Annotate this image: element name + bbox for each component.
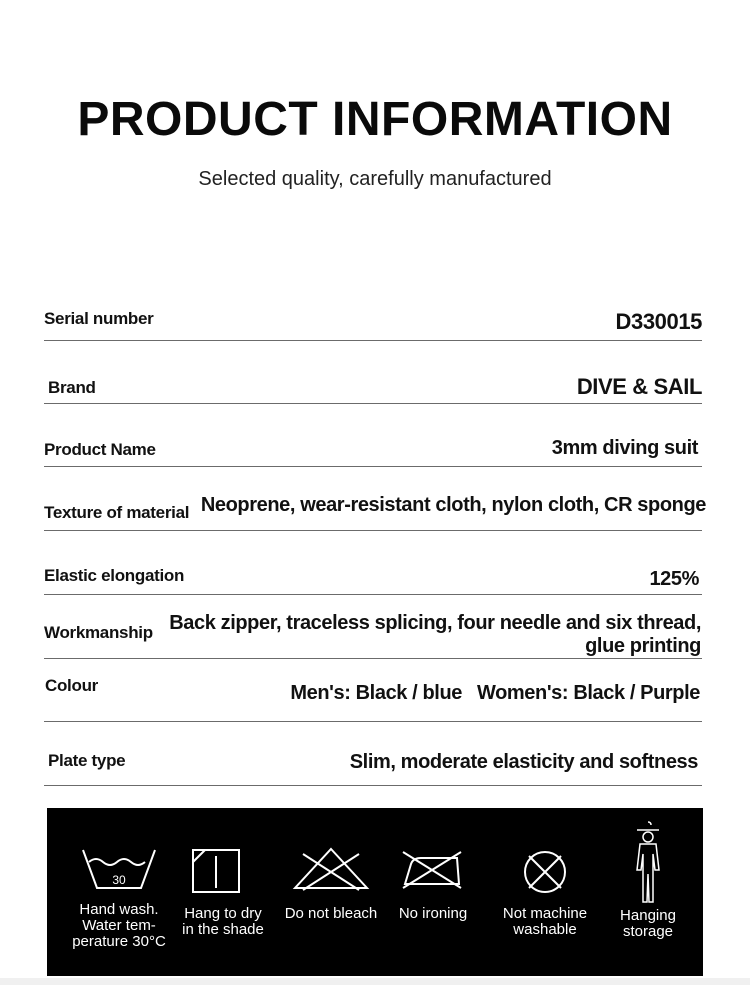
care-hand-wash — [69, 808, 169, 976]
care-no-bleach — [275, 808, 387, 976]
care-no-ironing — [387, 808, 479, 976]
no-ironing-icon — [399, 850, 465, 890]
spec-value — [169, 612, 701, 658]
caption-line: Hanging — [620, 907, 676, 924]
spec-value: D330015 — [615, 309, 702, 334]
care-instructions-panel — [47, 808, 703, 976]
spec-label: Brand — [48, 378, 96, 397]
care-caption — [275, 906, 387, 922]
care-caption — [603, 908, 693, 940]
spec-label: Elastic elongation — [44, 566, 185, 585]
care-caption — [489, 906, 601, 938]
care-hanging-storage — [603, 808, 693, 976]
spec-label: Plate type — [48, 751, 126, 770]
care-caption — [69, 902, 169, 950]
care-caption — [173, 906, 273, 938]
caption-line: Do not bleach — [284, 905, 378, 922]
no-bleach-icon — [291, 846, 371, 892]
spec-row-colour — [44, 658, 702, 722]
spec-value: DIVE & SAIL — [576, 374, 702, 399]
wash-temp-label: 30 — [112, 873, 126, 887]
hand-wash-icon — [79, 846, 159, 892]
spec-value-line: glue printing — [585, 635, 701, 657]
spec-value: Neoprene, wear-resistant cloth, nylon cloth, CR sponge — [200, 494, 706, 516]
spec-row-product-name — [44, 403, 702, 467]
spec-value-line: Back zipper, traceless splicing, four needle and six thread, — [169, 612, 701, 634]
spec-row-elastic — [44, 530, 702, 595]
spec-value-women: Women's: Black / Purple — [476, 682, 700, 704]
care-hang-dry — [173, 808, 273, 976]
care-not-machine-washable — [489, 808, 601, 976]
page-title: PRODUCT INFORMATION — [77, 93, 673, 146]
spec-row-workmanship — [44, 594, 702, 659]
caption-line: No ironing — [398, 905, 468, 922]
caption-line: Not machine — [502, 905, 588, 922]
caption-line: washable — [513, 921, 577, 938]
spec-value: Slim, moderate elasticity and softness — [349, 751, 698, 773]
spec-label: Workmanship — [44, 623, 153, 642]
spec-label: Colour — [45, 676, 98, 695]
spec-value: 3mm diving suit — [551, 437, 698, 459]
footer-strip — [0, 978, 750, 985]
hang-dry-shade-icon — [191, 848, 241, 894]
spec-row-serial — [44, 300, 702, 341]
caption-line: Water tem- — [82, 917, 156, 934]
spec-row-plate — [44, 721, 702, 786]
caption-line: perature 30°C — [72, 933, 166, 950]
spec-label: Product Name — [44, 440, 156, 459]
wetsuit-hanger-icon — [631, 818, 665, 904]
spec-value-men: Men's: Black / blue — [290, 682, 462, 704]
spec-label: Serial number — [44, 309, 154, 328]
caption-line: in the shade — [182, 921, 264, 938]
caption-line: storage — [622, 923, 674, 940]
spec-row-brand — [44, 340, 702, 404]
caption-line: Hang to dry — [184, 905, 262, 922]
spec-row-material — [44, 466, 706, 531]
no-tumble-dry-icon — [521, 848, 569, 896]
care-caption — [387, 906, 479, 922]
page-subtitle: Selected quality, carefully manufactured — [198, 168, 552, 190]
spec-label: Texture of material — [44, 503, 190, 522]
spec-value: 125% — [649, 568, 699, 590]
caption-line: Hand wash. — [79, 901, 159, 918]
